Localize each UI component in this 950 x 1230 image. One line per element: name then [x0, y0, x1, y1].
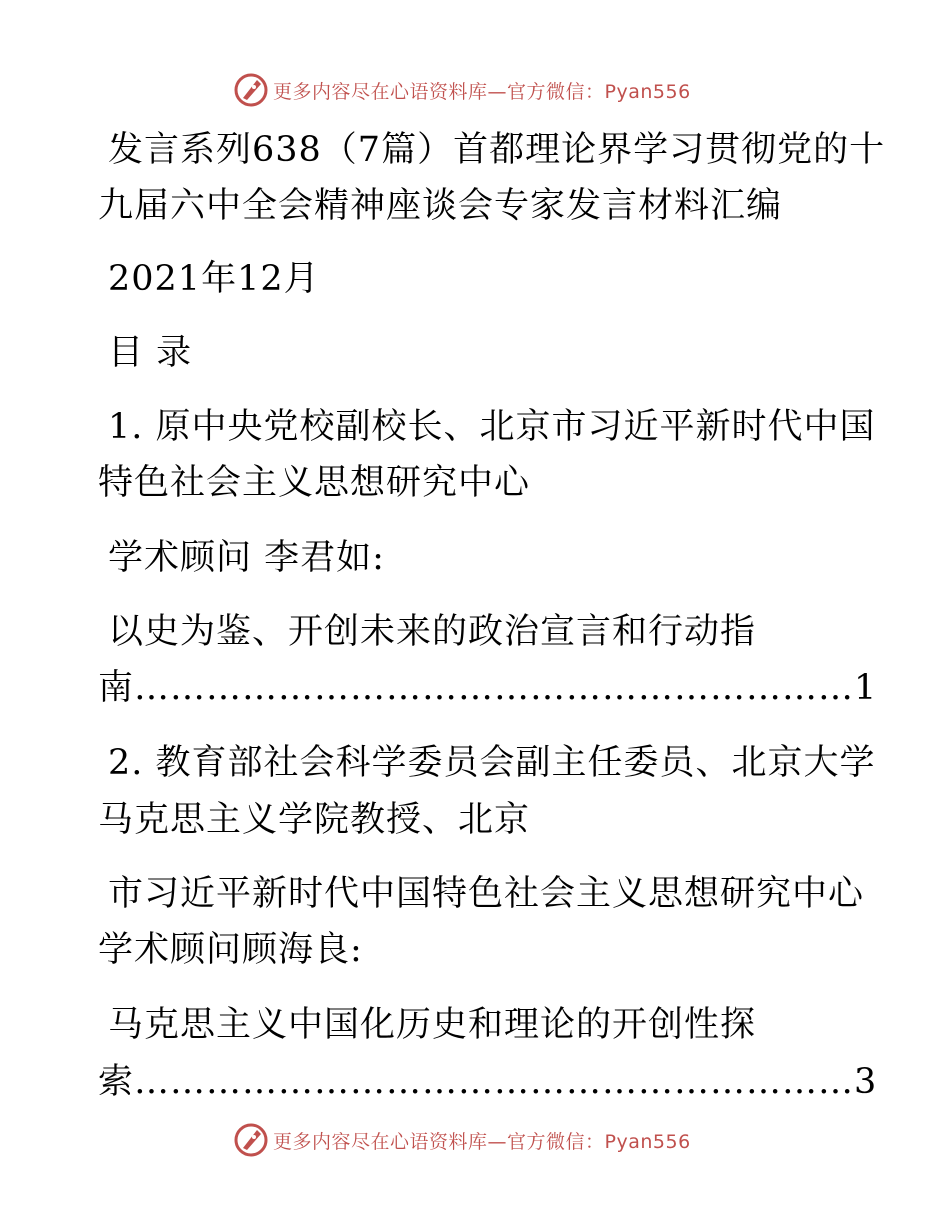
- toc-item-1-title-line-1: 以史为鉴、开创未来的政治宣言和行动指: [108, 612, 757, 652]
- fountain-pen-logo-icon: [233, 72, 269, 108]
- toc-item-2-line-3: 市习近平新时代中国特色社会主义思想研究中心: [108, 874, 865, 914]
- toc-item-1-title-line-2: 南……………………………………………………1: [98, 668, 878, 708]
- toc-item-1-line-2: 特色社会主义思想研究中心: [98, 463, 531, 503]
- toc-item-2-title-line-1: 马克思主义中国化历史和理论的开创性探: [108, 1005, 757, 1045]
- footer-banner: [233, 1120, 691, 1160]
- toc-item-1-line-3: 学术顾问 李君如:: [108, 538, 385, 578]
- toc-item-1-line-1: 1. 原中央党校副校长、北京市习近平新时代中国: [108, 407, 876, 447]
- toc-item-2-title-line-2: 索……………………………………………………3: [98, 1062, 878, 1102]
- toc-heading: 目 录: [108, 333, 193, 373]
- fountain-pen-logo-icon: [233, 1122, 269, 1158]
- toc-item-2-line-1: 2. 教育部社会科学委员会副主任委员、北京大学: [108, 743, 876, 783]
- toc-item-2-line-2: 马克思主义学院教授、北京: [98, 800, 531, 840]
- doc-title-line-2: 九届六中全会精神座谈会专家发言材料汇编: [98, 186, 783, 226]
- toc-item-2-line-4: 学术顾问顾海良:: [98, 930, 363, 970]
- doc-date: 2021年12月: [108, 259, 320, 299]
- doc-title-line-1: 发言系列638（7篇）首都理论界学习贯彻党的十: [108, 130, 886, 170]
- header-banner: [233, 70, 691, 110]
- banner-text: 更多内容尽在心语资料库—官方微信：Pyan556: [273, 80, 691, 103]
- banner-text: 更多内容尽在心语资料库—官方微信：Pyan556: [273, 1130, 691, 1153]
